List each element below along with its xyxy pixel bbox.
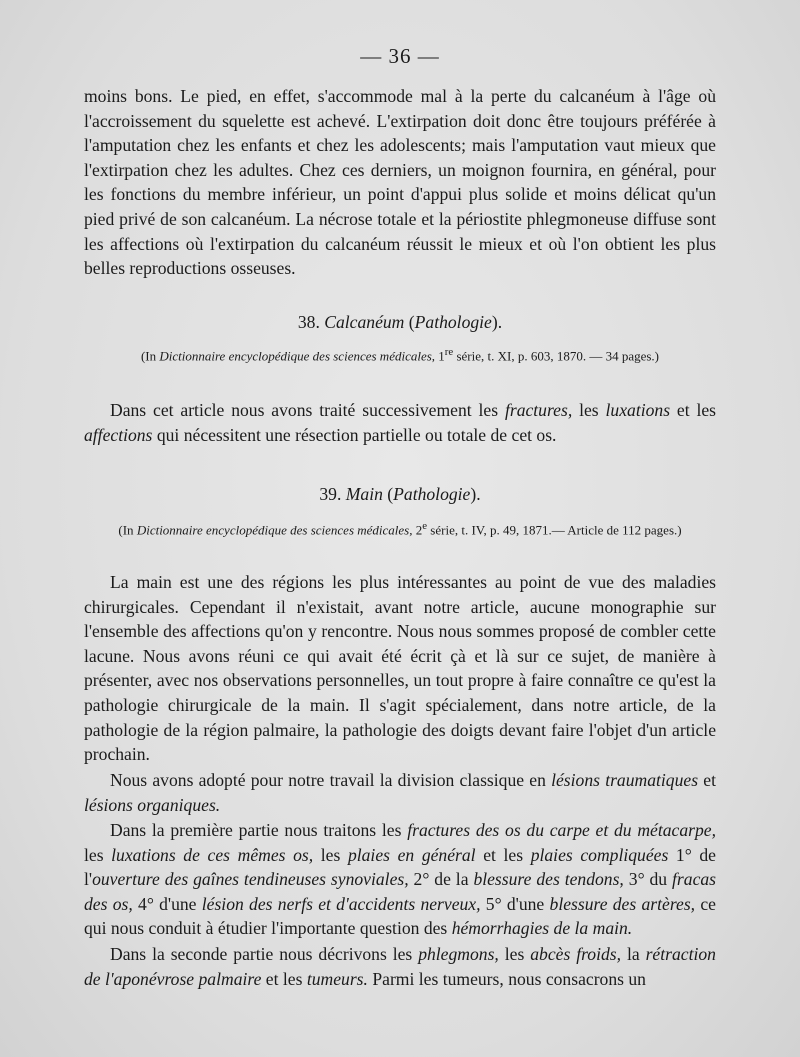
- text-run: Dans la seconde partie nous décrivons les: [110, 944, 413, 964]
- text-run: qui nécessitent une résection partielle ou totale de cet os.: [156, 424, 557, 445]
- text-run: la: [626, 944, 640, 964]
- text-run: Parmi les tumeurs, nous consacrons un: [372, 968, 646, 989]
- intro-paragraph: moins bons. Le pied, en effet, s'accommode mal à la perte du calcanéum à l'âge où l'accroissement du squelette est achevé. L'extirpation doit donc être toujours préférée à l'amputation chez les enfants et chez les adolescents; mais l'amputation vaut mieux que l'extirpation chez les adultes. Chez ces derniers, un moignon fournira, en général, pour les fonctions du membre inférieur, un point d'appui plus solide et moins délicat qu'un pied privé de son calcanéum. La nécrose totale et la périostite phlegmoneuse diffuse sont les affections où l'extirpation du calcanéum réussit le mieux et où l'on obtient les plus belles reproductions osseuses.: [84, 86, 716, 279]
- text-run: 4° d'une: [138, 893, 197, 914]
- ref-serie-number: 2: [415, 522, 423, 538]
- text-run: ce qui nous conduit à étudier l'importante question des: [84, 893, 716, 939]
- ref-journal: Dictionnaire encyclopédique des sciences médicales,: [136, 522, 413, 538]
- italic-run: lésion des nerfs et d'accidents nerveux,: [201, 893, 481, 914]
- italic-run: phlegmons,: [418, 944, 499, 964]
- italic-run: ouverture des gaînes tendineuses synoviales,: [92, 869, 409, 890]
- ref-details: série, t. IV, p. 49, 1871.— Article de 112 pages.): [430, 522, 682, 538]
- italic-run: luxations de ces mêmes os,: [111, 844, 314, 865]
- text-run: les: [504, 944, 525, 964]
- text-run: et: [703, 770, 716, 790]
- section-39-heading: 39. Main (Pathologie).: [319, 484, 481, 504]
- italic-run: lésions organiques.: [84, 794, 221, 815]
- section-38-number: 38.: [297, 312, 320, 332]
- section-38-subtitle: Pathologie: [414, 312, 492, 332]
- ref-serie-superscript: re: [444, 346, 454, 358]
- italic-run: plaies en général: [347, 844, 476, 865]
- text-run: Dans cet article nous avons traité successivement les: [110, 400, 499, 420]
- text-run: Nous avons adopté pour notre travail la division classique en: [110, 770, 546, 790]
- section-39-paragraph-2: [84, 768, 716, 817]
- section-39-subtitle: Pathologie: [393, 484, 471, 504]
- italic-run: blessure des tendons,: [473, 869, 624, 890]
- text-run: 3° du: [628, 869, 668, 890]
- text-run: les: [84, 844, 104, 865]
- italic-run: fracas des os,: [84, 869, 717, 914]
- italic-run: tumeurs.: [306, 968, 368, 989]
- italic-run: plaies compliquées: [530, 844, 669, 865]
- italic-run: fractures des os du carpe et du métacarpe,: [407, 820, 716, 840]
- italic-run: abcès froids,: [530, 944, 622, 964]
- section-38-heading: 38. Calcanéum (Pathologie).: [297, 312, 503, 332]
- section-38-paragraph: [84, 398, 716, 447]
- ref-open: (In: [118, 522, 134, 538]
- text-run: 5° d'une: [485, 893, 545, 914]
- text-run: 2° de la: [413, 869, 469, 890]
- section-39-number: 39.: [319, 484, 342, 504]
- ref-serie-superscript: e: [422, 520, 428, 532]
- italic-run: blessure des artères,: [549, 893, 696, 914]
- ref-serie-number: 1: [438, 348, 445, 364]
- section-39-reference: [0, 520, 800, 538]
- italic-run: fractures,: [504, 400, 573, 420]
- section-38-title: Calcanéum: [324, 312, 405, 332]
- ref-journal: Dictionnaire encyclopédique des sciences médicales,: [159, 348, 436, 364]
- italic-run: affections: [84, 424, 153, 445]
- section-38-reference: [0, 346, 800, 364]
- italic-run: lésions traumatiques: [551, 770, 699, 790]
- section-39-paragraph-1: La main est une des régions les plus intéressantes au point de vue des maladies chirurgicales. Cependant il n'existait, avant notre article, aucune monographie sur l'ensemble des affections qu'on y rencontre. Nous nous sommes proposé de combler cette lacune. Nous avons réuni ce qui avait été écrit çà et là sur ce sujet, de manière à présenter, avec nos observations personnelles, un tout propre à faire connaître ce qu'est la pathologie chirurgicale de la main. Il s'agit spécialement, dans notre article, de la pathologie de la région palmaire, la pathologie des doigts devant faire l'objet d'un article prochain.: [84, 572, 716, 765]
- page-number: — 36 —: [360, 44, 440, 68]
- italic-run: luxations: [605, 400, 671, 420]
- ref-details: série, t. XI, p. 603, 1870. — 34 pages.): [456, 348, 660, 364]
- text-run: et les: [676, 400, 717, 420]
- italic-run: hémorrhagies de la main.: [451, 918, 633, 939]
- text-run: les: [320, 844, 341, 865]
- section-39-title: Main: [345, 484, 383, 504]
- text-run: et les: [483, 844, 524, 865]
- section-39-paragraph-3: [84, 818, 716, 941]
- text-run: 1° de l': [84, 844, 716, 890]
- italic-run: rétraction de l'aponévrose palmaire: [84, 944, 716, 989]
- ref-open: (In: [140, 348, 157, 364]
- text-run: et les: [265, 968, 303, 989]
- text-run: les: [579, 400, 599, 420]
- section-39-paragraph-4: [84, 942, 716, 991]
- text-run: Dans la première partie nous traitons les: [110, 820, 402, 840]
